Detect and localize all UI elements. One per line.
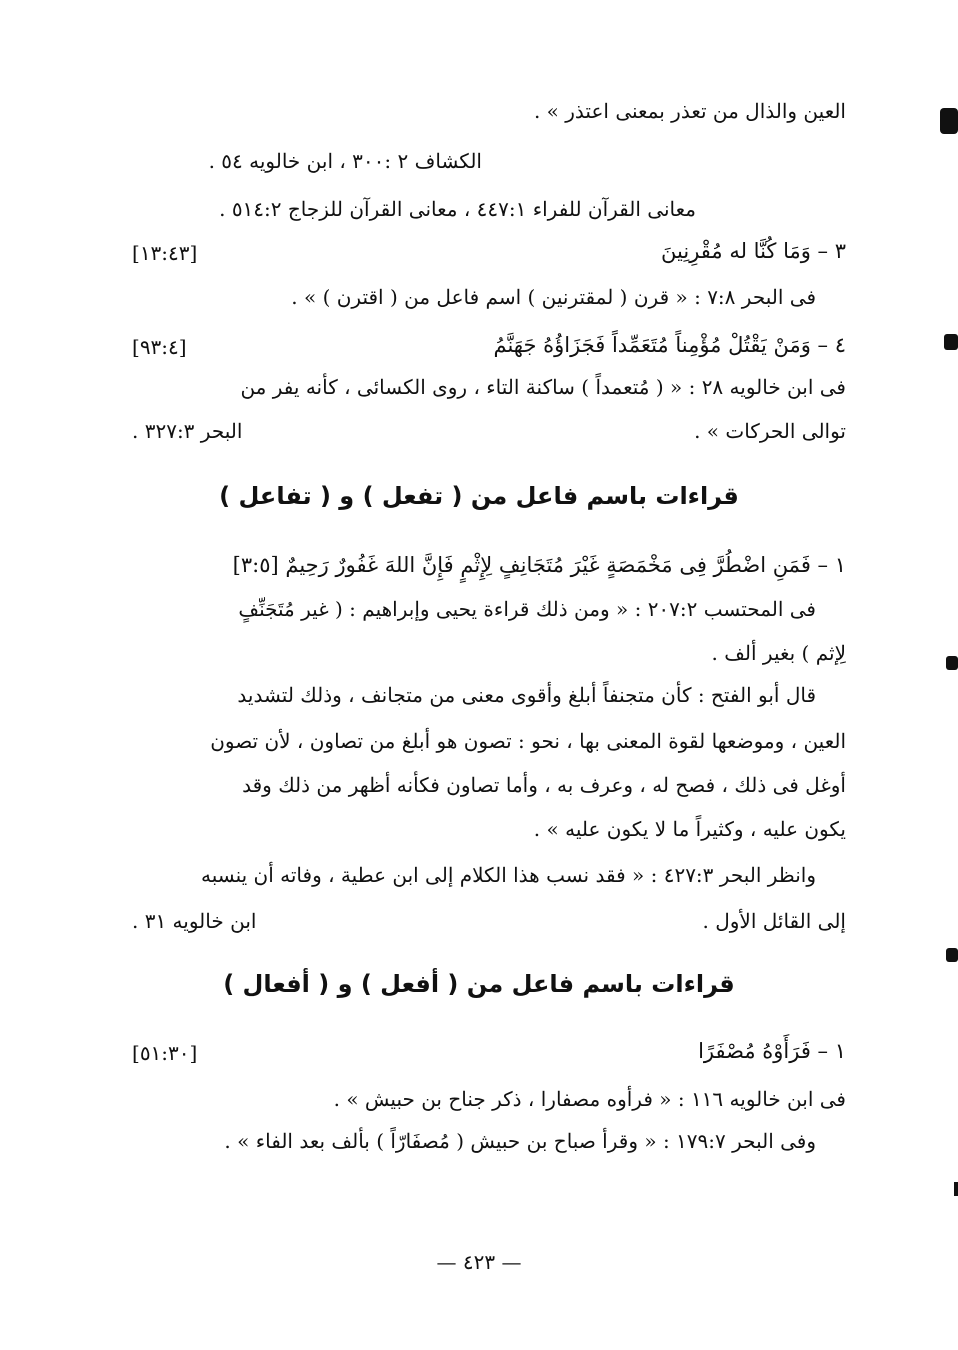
verse-line: ٤ – وَمَنْ يَقْتُلْ مُؤْمِناً مُتَعَمِّداً فَجَزَاؤُهُ جَهَنَّمُ [493, 333, 846, 357]
text-line: العين والذال من تعذر بمعنى اعتذر » . [533, 99, 846, 123]
text-line: فى البحر ٧:٨ : « قرن ( لمقترنين ) اسم فاعل من ( اقترن ) » . [291, 285, 816, 309]
reference-line: الكشاف ٢ :٣٠٠ ، ابن خالويه ٥٤ . [208, 149, 482, 173]
section-heading: قراءات باسم فاعل من ( أفعل ) و ( أفعال ) [223, 970, 735, 998]
reference-note: ابن خالويه ٣١ . [132, 909, 257, 933]
text-line: فى المحتسب ٢٠٧:٢ : « ومن ذلك قراءة يحيى وإبراهيم : ( غير مُتَجَنِّفٍ [238, 597, 816, 621]
text-line: وانظر البحر ٤٢٧:٣ : « فقد نسب هذا الكلام إلى ابن عطية ، وفاته أن ينسبه [200, 863, 816, 887]
verse-reference: [٩٣:٤] [132, 335, 187, 359]
reference-note: البحر ٣٢٧:٣ . [132, 419, 243, 443]
text-line: فى ابن خالويه ١١٦ : « فرأوه مصفارا ، ذكر جناح بن حبيش » . [333, 1087, 846, 1111]
text-line: فى ابن خالويه ٢٨ : « ( مُتعمداً ) ساكنة التاء ، روى الكسائى ، كأنه يفر من [240, 375, 846, 399]
verse-reference: [١٣:٤٣] [132, 241, 198, 265]
page-number: — ٤٢٣ — [436, 1250, 522, 1274]
text-line: العين ، وموضعها لقوة المعنى بها ، نحو : تصون هو أبلغ من تصاون ، لأن تصون [210, 729, 846, 753]
verse-reference: [٥١:٣٠] [132, 1041, 198, 1065]
text-line: وفى البحر ١٧٩:٧ : « وقرأ صباح بن حبيش ( مُصفَارّاً ) بألف بعد الفاء » . [224, 1129, 816, 1153]
text-line: لِإثم ) بغير ألف . [711, 641, 846, 665]
verse-line: ١ – فَرَأَوْهُ مُصْفَرًا [698, 1039, 846, 1063]
section-heading: قراءات باسم فاعل من ( تفعل ) و ( تفاعل ) [219, 482, 739, 510]
verse-line: ٣ – وَمَا كُنَّا له مُقْرِنِينَ [661, 239, 846, 263]
text-line: أوغل فى ذلك ، فصح له ، وعرف به ، وأما تصاون فكأنه أظهر من ذلك وقد [242, 773, 846, 797]
text-line: إلى القائل الأول . [702, 909, 846, 933]
text-line: قال أبو الفتح : كأن متجنفاً أبلغ وأقوى معنى من متجانف ، وذلك لتشديد [237, 683, 816, 707]
text-line: يكون عليه ، وكثيراً ما لا يكون عليه » . [533, 817, 846, 841]
reference-line: معانى القرآن للفراء ٤٤٧:١ ، معانى القرآن للزجاج ٥١٤:٢ . [219, 197, 696, 221]
text-line: توالى الحركات » . [694, 419, 846, 443]
verse-line: ١ – فَمَنِ اضْطُرَّ فِى مَخْمَصَةٍ غَيْرَ مُتَجَانِفٍ لِإِثْمٍ فَإِنَّ اللهَ غَفُورٌ رَحِيمٌ [٣:٥] [232, 553, 846, 577]
